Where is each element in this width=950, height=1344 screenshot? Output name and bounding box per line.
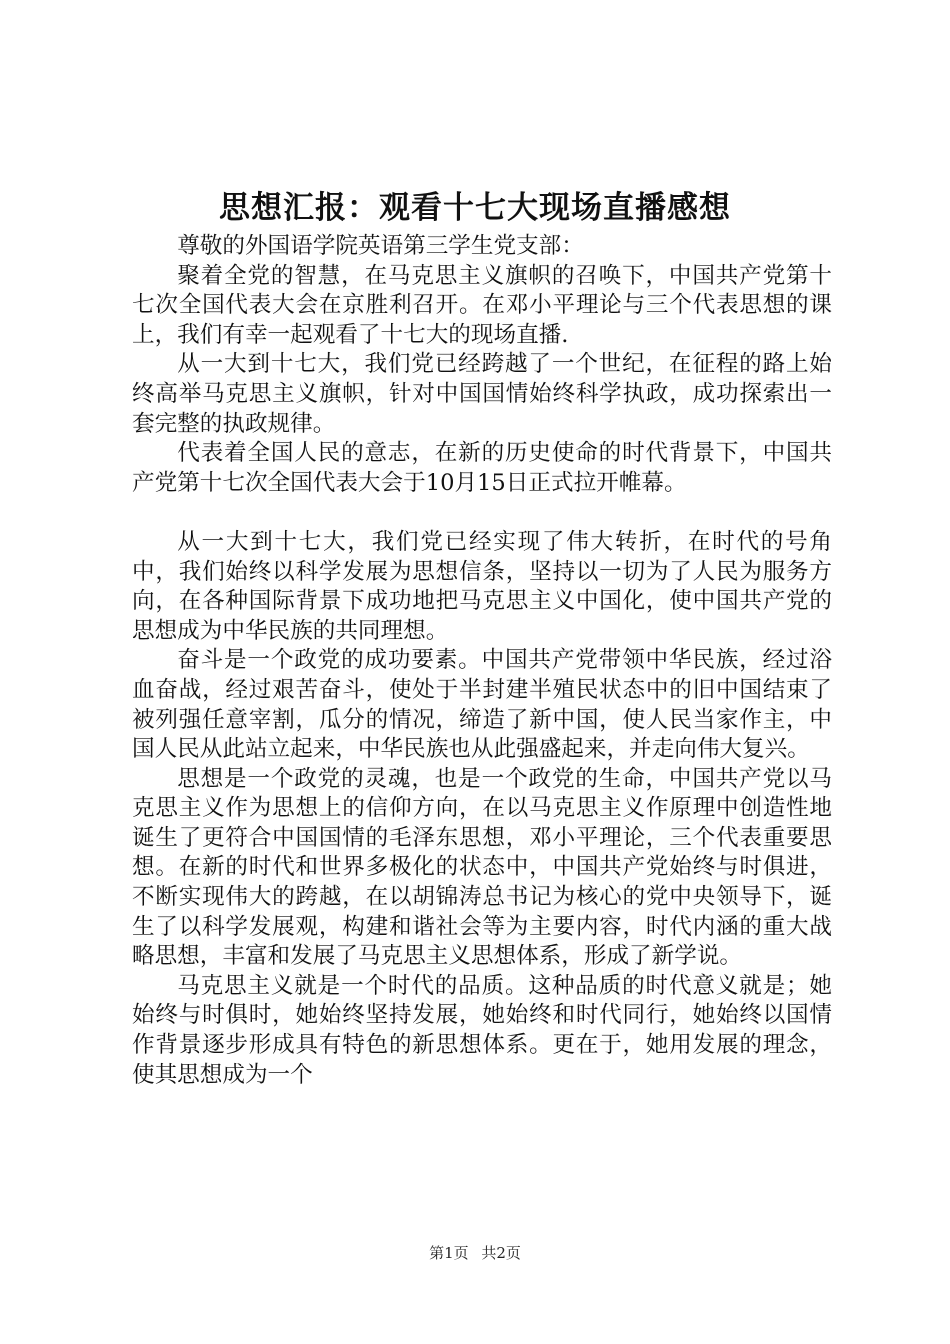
paragraph-2: 从一大到十七大，我们党已经跨越了一个世纪，在征程的路上始终高举马克思主义旗帜，针对中国国情始终科学执政，成功探索出一套完整的执政规律。: [132, 351, 832, 437]
page-total: 共2页: [481, 1244, 521, 1262]
paragraph-1: 聚着全党的智慧，在马克思主义旗帜的召唤下，中国共产党第十七次全国代表大会在京胜利召开。在邓小平理论与三个代表思想的课上，我们有幸一起观看了十七大的现场直播.: [132, 262, 832, 348]
greeting-line: 尊敬的外国语学院英语第三学生党支部：: [177, 233, 584, 259]
paragraph-5: 奋斗是一个政党的成功要素。中国共产党带领中华民族，经过浴血奋战，经过艰苦奋斗，使处于半封建半殖民状态中的旧中国结束了被列强任意宰割，瓜分的情况，缔造了新中国，使人民当家作主，中国人民从此站立起来，中华民族也从此强盛起来，并走向伟大复兴。: [132, 647, 832, 763]
page-footer: [0, 1243, 950, 1263]
paragraph-7: 马克思主义就是一个时代的品质。这种品质的时代意义就是；她始终与时俱时，她始终坚持发展，她始终和时代同行，她始终以国情作背景逐步形成具有特色的新思想体系。更在于，她用发展的理念，使其思想成为一个: [132, 972, 832, 1088]
paragraph-3: 代表着全国人民的意志，在新的历史使命的时代背景下，中国共产党第十七次全国代表大会于10月15日正式拉开帷幕。: [132, 440, 832, 496]
blank-line: [132, 498, 832, 528]
paragraph-6: 思想是一个政党的灵魂，也是一个政党的生命，中国共产党以马克思主义作为思想上的信仰方向，在以马克思主义作原理中创造性地诞生了更符合中国国情的毛泽东思想，邓小平理论，三个代表重要思想。在新的时代和世界多极化的状态中，中国共产党始终与时俱进，不断实现伟大的跨越，在以胡锦涛总书记为核心的党中央领导下，诞生了以科学发展观，构建和谐社会等为主要内容，时代内涵的重大战略思想，丰富和发展了马克思主义思想体系，形成了新学说。: [132, 765, 832, 970]
document-body: [132, 232, 832, 1090]
document-title: 思想汇报：观看十七大现场直播感想: [219, 190, 731, 226]
page-number: 第1页: [429, 1244, 469, 1262]
paragraph-4: 从一大到十七大，我们党已经实现了伟大转折，在时代的号角中，我们始终以科学发展为思想信条，坚持以一切为了人民为服务方向，在各种国际背景下成功地把马克思主义中国化，使中国共产党的思想成为中华民族的共同理想。: [132, 528, 832, 644]
